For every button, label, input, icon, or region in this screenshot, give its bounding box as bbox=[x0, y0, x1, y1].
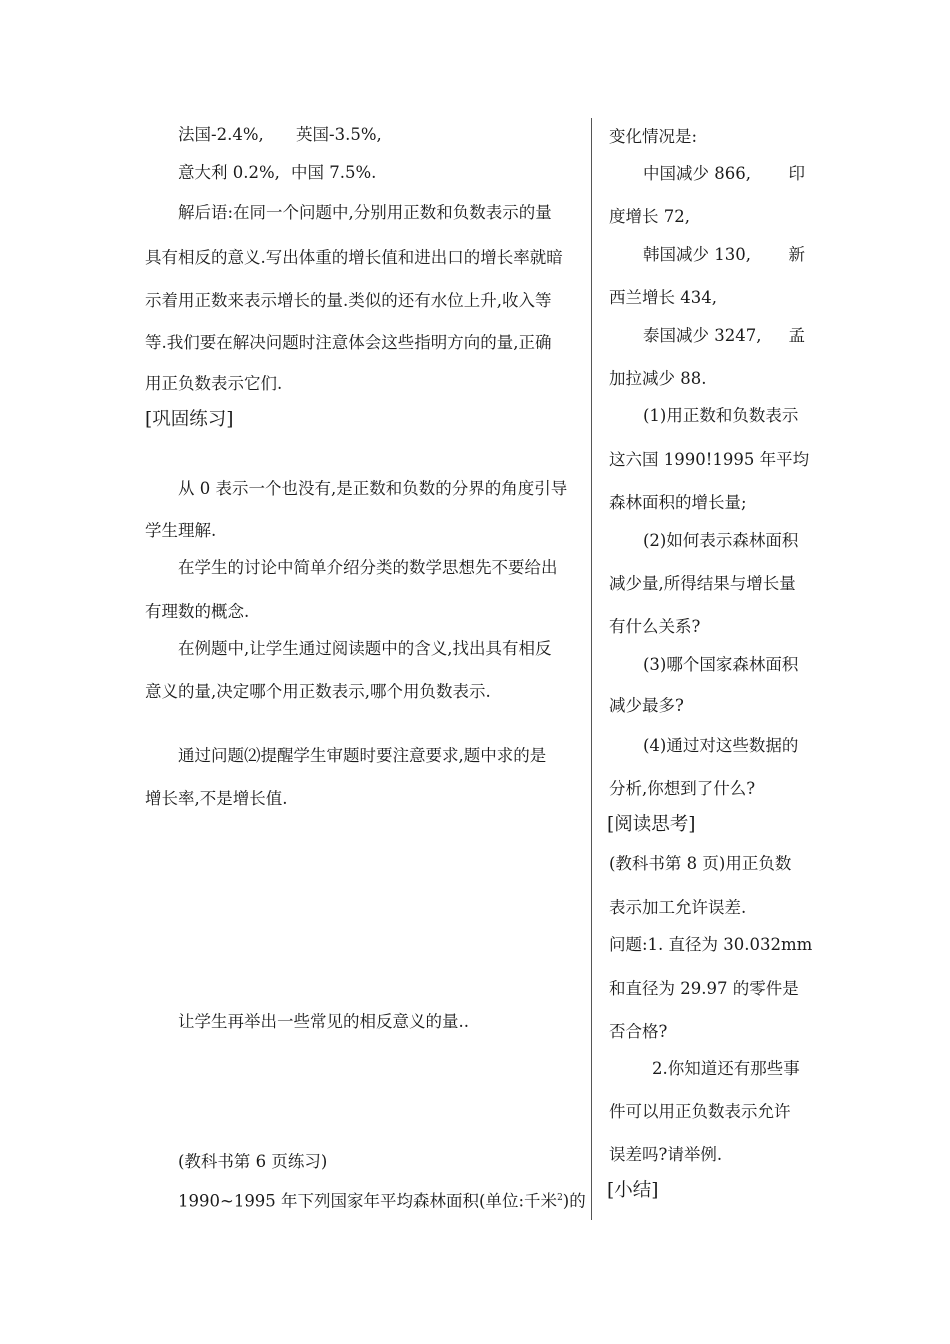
question-1: (1)用正数和负数表示 bbox=[643, 406, 799, 425]
problem-1: 和直径为 29.97 的零件是 bbox=[609, 979, 799, 998]
question-2: (2)如何表示森林面积 bbox=[643, 531, 799, 550]
country-change: 度增长 72, bbox=[609, 207, 690, 226]
question-2: 减少量,所得结果与增长量 bbox=[609, 574, 796, 593]
rate-china: 中国 7.5%. bbox=[291, 163, 377, 182]
teaching-note: 从 0 表示一个也没有,是正数和负数的分界的角度引导 bbox=[178, 479, 568, 498]
forest-intro: 1990~1995 年下列国家年平均森林面积(单位:千米$^2$)的 bbox=[178, 1191, 586, 1211]
reading-text: 表示加工允许误差. bbox=[609, 898, 747, 917]
rate-uk: 英国-3.5%, bbox=[296, 125, 382, 144]
question-1: 森林面积的增长量; bbox=[609, 493, 747, 512]
teaching-note: 意义的量,决定哪个用正数表示,哪个用负数表示. bbox=[145, 682, 491, 701]
country-change: 加拉减少 88. bbox=[609, 369, 707, 388]
teaching-note: 有理数的概念. bbox=[145, 602, 250, 621]
change-intro: 变化情况是: bbox=[609, 127, 698, 146]
question-2: 有什么关系? bbox=[609, 617, 701, 636]
teaching-note: 让学生再举出一些常见的相反意义的量.. bbox=[178, 1012, 469, 1031]
problem-1: 否合格? bbox=[609, 1022, 668, 1041]
textbook-reference: (教科书第 6 页练习) bbox=[178, 1152, 328, 1171]
teaching-note: 在例题中,让学生通过阅读题中的含义,找出具有相反 bbox=[178, 639, 552, 658]
question-3: (3)哪个国家森林面积 bbox=[643, 655, 799, 674]
problem-2: 2.你知道还有那些事 bbox=[652, 1059, 800, 1078]
country-change: 中国减少 866, 印 bbox=[643, 164, 805, 183]
country-change: 西兰增长 434, bbox=[609, 288, 717, 307]
question-4: 分析,你想到了什么? bbox=[609, 779, 756, 798]
question-3: 减少最多? bbox=[609, 696, 684, 715]
country-change: 泰国减少 3247, 孟 bbox=[643, 326, 805, 345]
problem-2: 误差吗?请举例. bbox=[609, 1145, 723, 1164]
commentary-line: 具有相反的意义.写出体重的增长值和进出口的增长率就暗 bbox=[145, 248, 563, 267]
section-heading-summary: [小结] bbox=[607, 1180, 659, 1201]
section-heading-consolidation: [巩固练习] bbox=[145, 409, 234, 430]
column-divider bbox=[591, 118, 592, 1220]
teaching-note: 在学生的讨论中简单介绍分类的数学思想先不要给出 bbox=[178, 558, 558, 577]
commentary-line: 解后语:在同一个问题中,分别用正数和负数表示的量 bbox=[178, 203, 552, 222]
teaching-note: 通过问题⑵提醒学生审题时要注意要求,题中求的是 bbox=[178, 746, 547, 765]
commentary-line: 示着用正数来表示增长的量.类似的还有水位上升,收入等 bbox=[145, 291, 552, 310]
section-heading-reading: [阅读思考] bbox=[607, 814, 696, 835]
question-4: (4)通过对这些数据的 bbox=[643, 736, 799, 755]
question-1: 这六国 1990!1995 年平均 bbox=[609, 450, 810, 469]
reading-text: (教科书第 8 页)用正负数 bbox=[609, 854, 792, 873]
rate-france: 法国-2.4%, bbox=[178, 125, 264, 144]
commentary-line: 等.我们要在解决问题时注意体会这些指明方向的量,正确 bbox=[145, 333, 552, 352]
commentary-line: 用正负数表示它们. bbox=[145, 374, 283, 393]
teaching-note: 学生理解. bbox=[145, 521, 217, 540]
problem-2: 件可以用正负数表示允许 bbox=[609, 1102, 791, 1121]
rate-italy: 意大利 0.2%, bbox=[178, 163, 280, 182]
country-change: 韩国减少 130, 新 bbox=[643, 245, 805, 264]
teaching-note: 增长率,不是增长值. bbox=[145, 789, 288, 808]
problem-1: 问题:1. 直径为 30.032mm bbox=[609, 935, 813, 954]
